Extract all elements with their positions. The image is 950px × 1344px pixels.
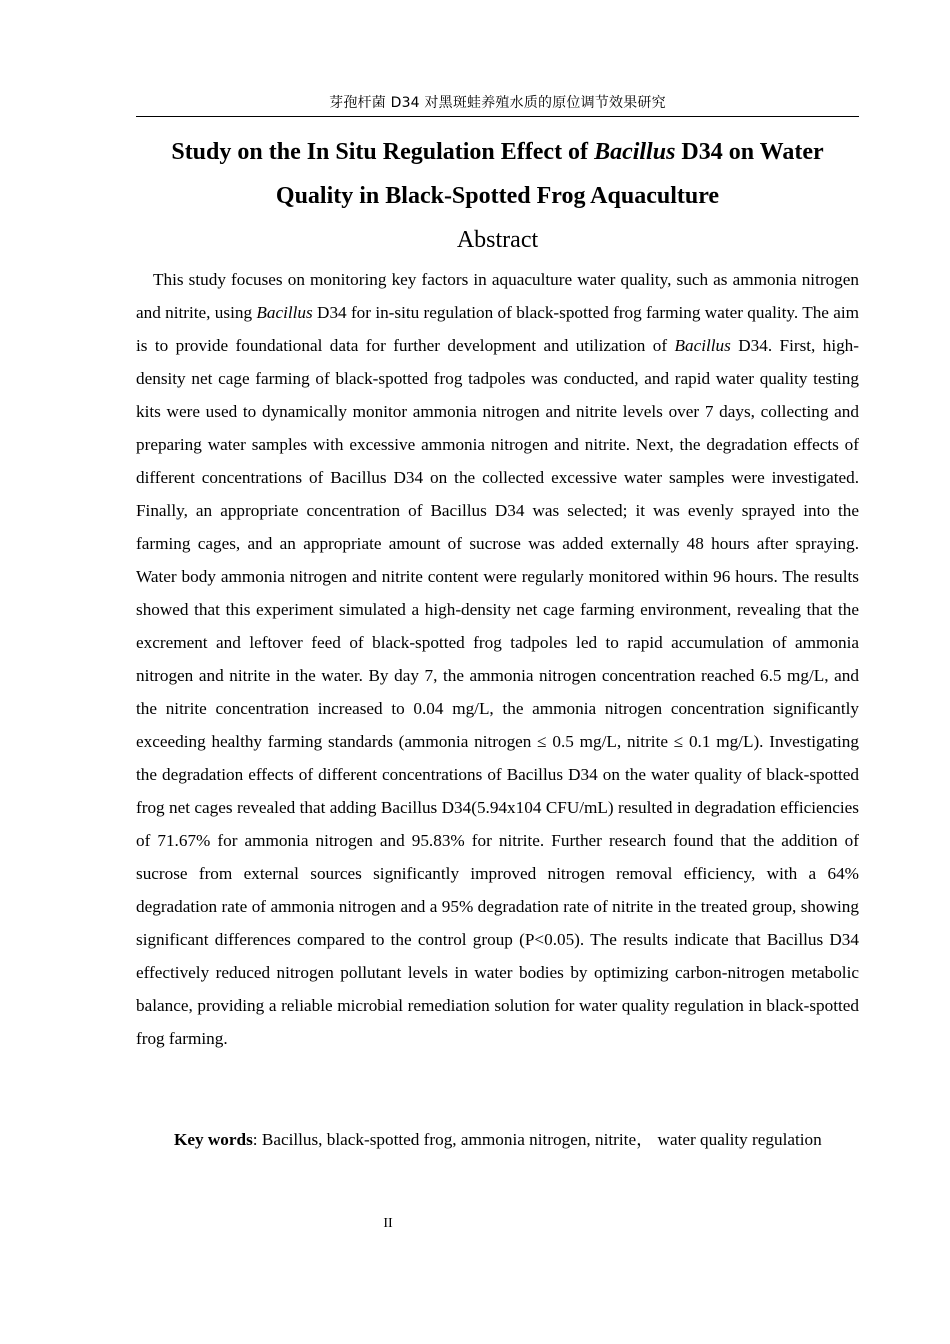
running-header: 芽孢杆菌 D34 对黑斑蛙养殖水质的原位调节效果研究 [329, 95, 666, 111]
abstract-text-3: D34. First, high-density net cage farming of black-spotted frog tadpoles was conducted, and rapid water quality testing kits were used to dynamically monitor ammonia nitrogen and nitrite levels over 7 days, collecting and preparing water samples with excessive ammonia nitrogen and nitrite. Next, the degradation effects of different concentrations of Bacillus D34 on the collected excessive water samples were investigated. Finally, an appropriate concentration of Bacillus D34 was selected; it was evenly sprayed into the farming cages, and an appropriate amount of sucrose was added externally 48 hours after spraying. Water body ammonia nitrogen and nitrite content were regularly monitored within 96 hours. The results showed that this experiment simulated a high-density net cage farming environment, revealing that the excrement and leftover feed of black-spotted frog tadpoles led to rapid accumulation of ammonia nitrogen and nitrite in the water. By day 7, the ammonia nitrogen concentration reached 6.5 mg/L, and the nitrite concentration increased to 0.04 mg/L, the ammonia nitrogen concentration significantly exceeding healthy farming standards (ammonia nitrogen ≤ 0.5 mg/L, nitrite ≤ 0.1 mg/L). Investigating the degradation effects of different concentrations of Bacillus D34 on the water quality of black-spotted frog net cages revealed that adding Bacillus D34(5.94x104 CFU/mL) resulted in degradation efficiencies of 71.67% for ammonia nitrogen and 95.83% for nitrite. Further research found that the addition of sucrose from external sources significantly improved nitrogen removal efficiency, with a 64% degradation rate of ammonia nitrogen and a 95% degradation rate of nitrite in the treated group, showing significant differences compared to the control group (P<0.05). The results indicate that Bacillus D34 effectively reduced nitrogen pollutant levels in water bodies by optimizing carbon-nitrogen metabolic balance, providing a reliable microbial remediation solution for water quality regulation in black-spotted frog farming. [136, 336, 860, 1048]
abstract-body [136, 263, 859, 1055]
abstract-italic-1: Bacillus [256, 303, 313, 322]
keywords-label: Key words [174, 1130, 253, 1149]
page-number: II [383, 1216, 393, 1231]
abstract-heading: Abstract [456, 227, 539, 253]
title-italic-genus: Bacillus [594, 139, 676, 165]
abstract-text-1: This study focuses on monitoring key factors in aquaculture water quality, such as ammonia nitrogen and nitrite, using [136, 270, 859, 322]
title-part-2: D34 on Water Quality in Black-Spotted Frog Aquaculture [275, 139, 824, 209]
keywords [136, 1123, 859, 1156]
header-rule [136, 116, 859, 117]
abstract-text-2: D34 for in-situ regulation of black-spotted frog farming water quality. The aim is to provide foundational data for further development and utilization of [136, 303, 860, 355]
title-part-1: Study on the In Situ Regulation Effect of [171, 139, 595, 165]
keywords-text: : Bacillus, black-spotted frog, ammonia nitrogen, nitrite， water quality regulation [252, 1130, 822, 1149]
abstract-italic-2: Bacillus [674, 336, 731, 355]
paper-title [136, 130, 859, 218]
